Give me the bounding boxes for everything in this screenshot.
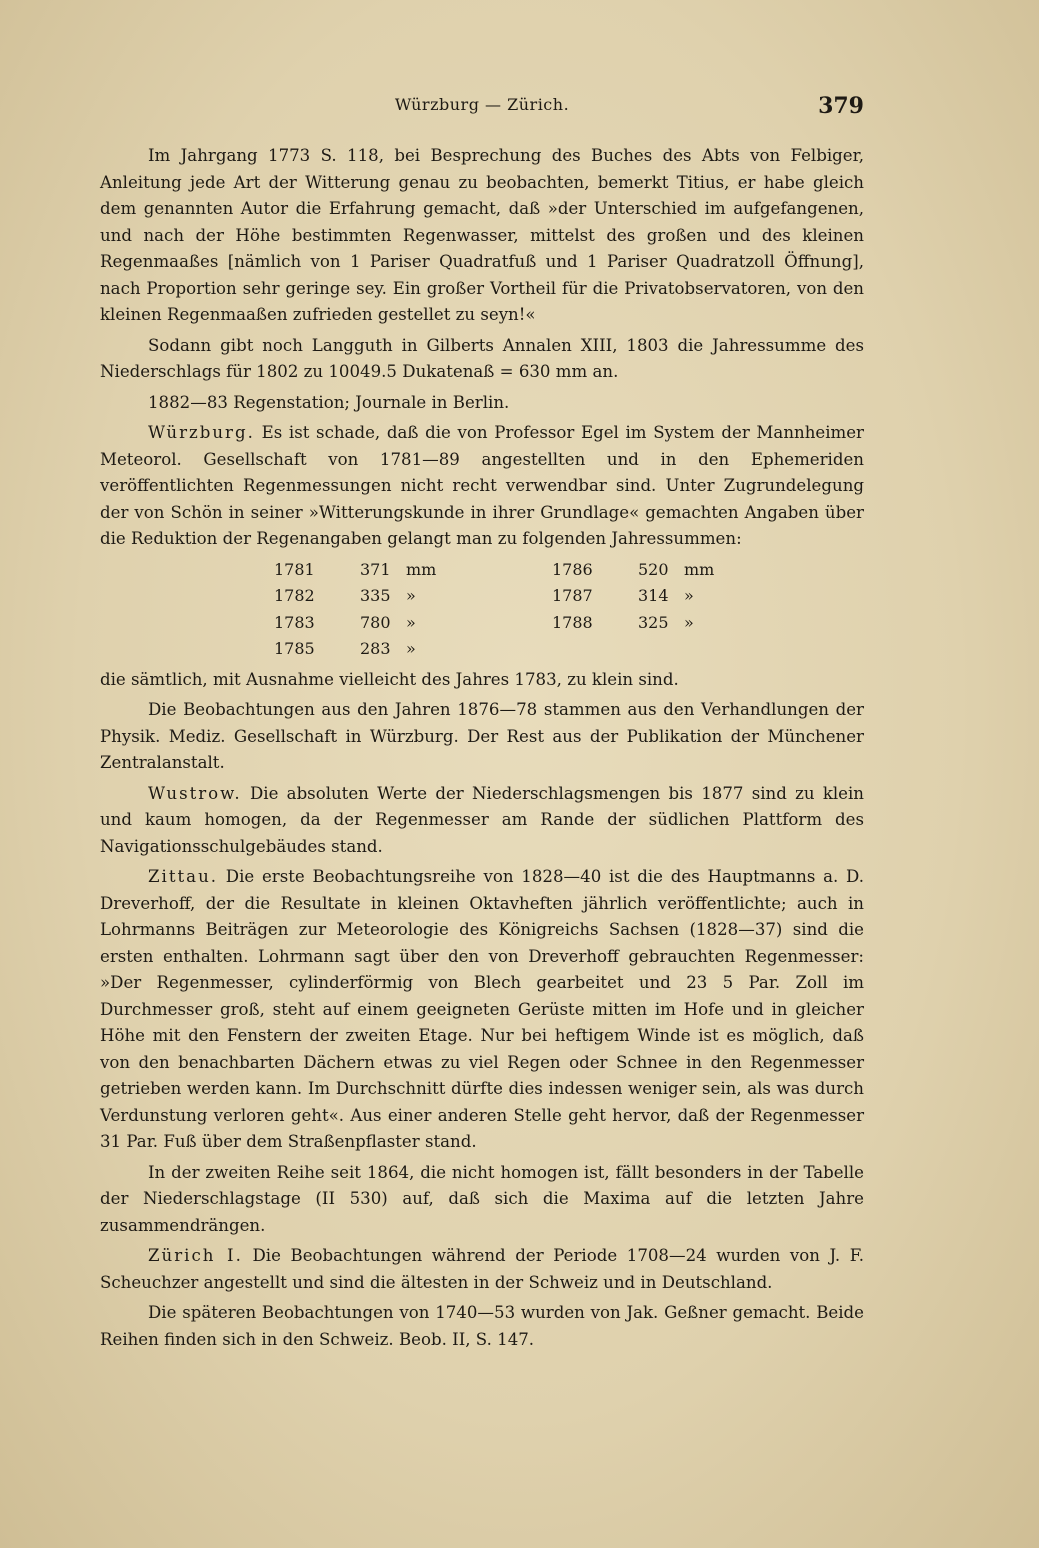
paragraph-observations: Die Beobachtungen aus den Jahren 1876—78 stammen aus den Verhandlungen der Physik. Mediz. Gesellschaft in Würzburg. Der Rest aus der Publikation der Münchener Zentralanstalt. <box>100 700 864 772</box>
unit-cell: » <box>684 612 694 632</box>
paragraph-langguth: Sodann gibt noch Langguth in Gilberts Annalen XIII, 1803 die Jahressumme des Niederschlags für 1802 zu 10049.5 Dukatenaß = 630 mm an. <box>100 335 864 381</box>
page-number: 379 <box>818 93 864 119</box>
year-cell: 1788 <box>552 612 593 632</box>
paragraph-later: Die späteren Beobachtungen von 1740—53 wurden von Jak. Geßner gemacht. Beide Reihen finden sich in den Schweiz. Beob. II, S. 147. <box>100 1303 864 1349</box>
table-row <box>274 557 744 584</box>
table-row <box>274 610 744 637</box>
body-text <box>100 143 864 1357</box>
zuerich-text: Die Beobachtungen während der Periode 1708—24 wurden von J. F. Scheuchzer angestellt und sind die ältesten in der Schweiz und in Deutschland. <box>100 1246 864 1292</box>
page-header <box>100 95 864 125</box>
value-cell <box>638 636 684 663</box>
place-wustrow: Wustrow. <box>148 783 242 803</box>
table-row <box>274 636 744 663</box>
unit-cell: » <box>406 586 416 605</box>
year-cell: 1781 <box>274 559 315 579</box>
unit-cell: » <box>406 612 416 632</box>
paragraph-second-series: In der zweiten Reihe seit 1864, die nicht homogen ist, fällt besonders in der Tabelle der Niederschlagstage (II 530) auf, daß sich die Maxima auf die letzten Jahre zusammendrängen. <box>100 1162 864 1235</box>
paragraph-felbiger: Im Jahrgang 1773 S. 118, bei Besprechung des Buches des Abts von Felbiger, Anleitung jede Art der Witterung genau zu beobachten, bemerkt Titius, er habe gleich dem genannten Autor die Erfahrung gemacht, daß »der Unterschied im aufgefangenen, und nach der Höhe bestimmten Regenwasser, mittelst des großen und des kleinen Regenmaaßes [nämlich von 1 Pariser Quadratfuß und 1 Pariser Quadratzoll Öffnung], nach Proportion sehr geringe sey. Ein großer Vortheil für die Privatobservatoren, von den kleinen Regenmaaßen zufrieden gestellet zu seyn!« <box>100 146 864 324</box>
value-cell: 780 <box>360 612 391 632</box>
year-cell: 1782 <box>274 586 315 605</box>
paragraph-wuerzburg <box>100 420 864 553</box>
place-zittau: Zittau. <box>148 867 219 886</box>
value-cell: 335 <box>360 586 391 605</box>
annual-totals-table <box>274 557 744 663</box>
unit-cell <box>684 636 744 663</box>
value-cell: 314 <box>638 586 669 605</box>
value-cell: 283 <box>360 639 391 658</box>
wuerzburg-text: Es ist schade, daß die von Professor Egel im System der Mannheimer Meteorol. Gesellschaft von 1781—89 angestellten und in den Ephemeriden veröffentlichten Regenmessungen nicht recht verwendbar sind. Unter Zugrundelegung der von Schön in seiner »Witterungskunde in ihrer Grundlage« gemachten Angaben über die Reduktion der Regenangaben gelangt man zu folgenden Jahressummen: <box>100 423 864 548</box>
paragraph-wustrow <box>100 781 864 861</box>
year-cell: 1786 <box>552 559 593 579</box>
unit-cell: mm <box>684 559 715 579</box>
paragraph-zittau <box>100 864 864 1156</box>
value-cell: 371 <box>360 559 391 579</box>
paragraph-zuerich <box>100 1243 864 1296</box>
running-head: Würzburg — Zürich. <box>394 95 570 114</box>
unit-cell: » <box>684 586 694 605</box>
paragraph-regenstation: 1882—83 Regenstation; Journale in Berlin. <box>148 392 510 412</box>
unit-cell: mm <box>406 559 437 579</box>
place-zuerich: Zürich I. <box>148 1246 243 1265</box>
value-cell: 520 <box>638 559 669 579</box>
year-cell <box>552 636 638 663</box>
wustrow-text: Die absoluten Werte der Niederschlagsmengen bis 1877 sind zu klein und kaum homogen, da der Regenmesser am Rande der südlichen Plattform des Navigationsschulgebäudes stand. <box>100 783 864 856</box>
value-cell: 325 <box>638 612 669 632</box>
paragraph-after-table: die sämtlich, mit Ausnahme vielleicht des Jahres 1783, zu klein sind. <box>100 669 679 689</box>
zittau-text: Die erste Beobachtungsreihe von 1828—40 ist die des Hauptmanns a. D. Dreverhoff, der die Resultate in kleinen Oktavheften jährlich veröffentlichte; auch in Lohrmanns Beiträgen zur Meteorologie des Königreichs Sachsen (1828—37) sind die ersten enthalten. Lohrmann sagt über den von Dreverhoff gebrauchten Regenmesser: »Der Regenmesser, cylinderförmig von Blech gearbeitet und 23 5 Par. Zoll im Durchmesser groß, steht auf einem geeigneten Gerüste mitten im Hofe und in gleicher Höhe mit den Fenstern der zweiten Etage. Nur bei heftigem Winde ist es möglich, daß von den benachbarten Dächern etwas zu viel Regen oder Schnee in den Regenmesser getrieben werden kann. Im Durchschnitt dürfte dies indessen weniger sein, als was durch Verdunstung verloren geht«. Aus einer anderen Stelle geht hervor, daß der Regenmesser 31 Par. Fuß über dem Straßenpflaster stand. <box>100 867 864 1151</box>
place-wuerzburg: Würzburg. <box>148 423 255 442</box>
year-cell: 1783 <box>274 612 315 632</box>
unit-cell: » <box>406 639 416 658</box>
table-row <box>274 583 744 610</box>
year-cell: 1787 <box>552 586 593 605</box>
year-cell: 1785 <box>274 639 315 658</box>
